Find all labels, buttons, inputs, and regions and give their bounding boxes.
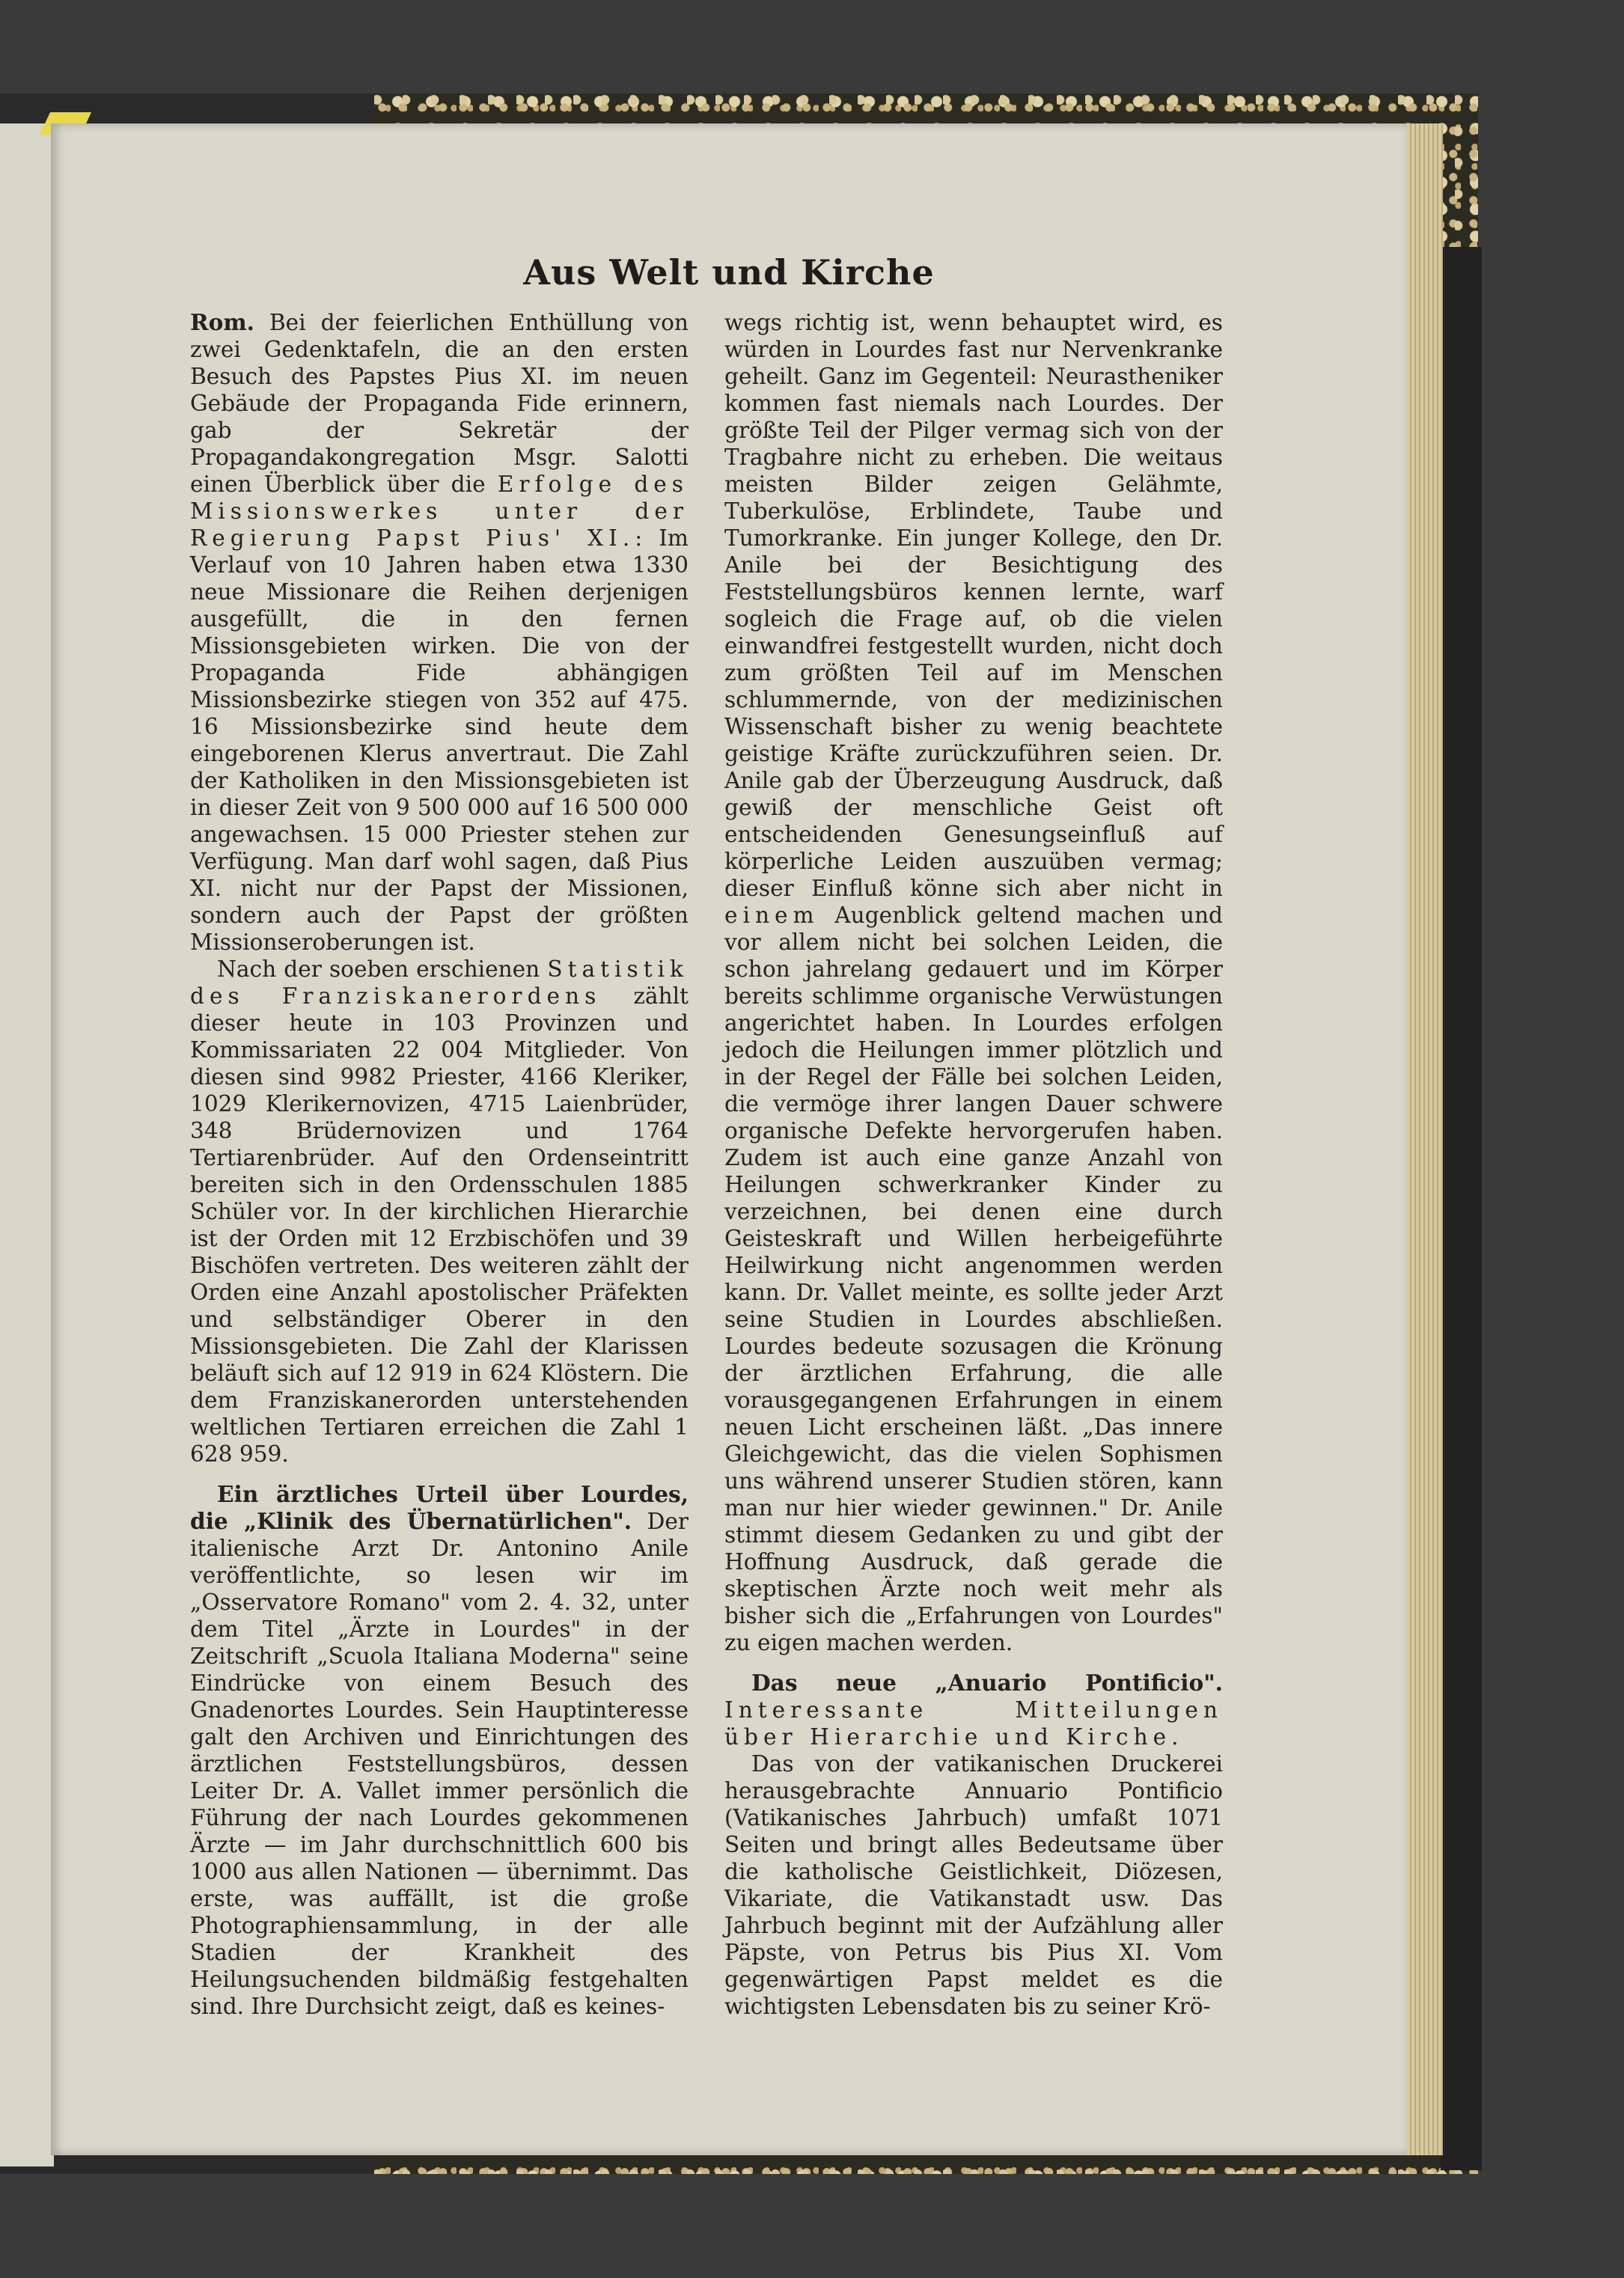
- news-item-franciscans: [190, 956, 689, 1468]
- item-lead: Das neue „Anuario Pontificio".: [751, 1670, 1223, 1696]
- page-stack-edge: [1407, 123, 1443, 2155]
- spaced-emphasis: Statistik des Franziskanerordens: [190, 956, 689, 1009]
- news-item-rome: [190, 309, 689, 956]
- section-heading: Aus Welt und Kirche: [523, 252, 935, 293]
- facing-page-edge: [0, 123, 54, 2166]
- item-text: Bei der feierlichen Enthüllung von zwei Gedenktafeln, die an den ersten Besuch des Papstes Pius XI. im neuen Gebäude der Propaganda Fide erinnern, gab der Sekretär der Propagandakongregation Msgr. Salotti einen Überblick über die: [190, 310, 689, 497]
- item-lead: Ein ärztliches Urteil über Lourdes, die „Klinik des Übernatürlichen".: [190, 1481, 689, 1534]
- news-item-lourdes-continued: [724, 309, 1223, 1656]
- item-text: Das von der vatikanischen Druckerei herausgebrachte Annuario Pontificio (Vatikanisches Jahrbuch) umfaßt 1071 Seiten und bringt alles Bedeutsame über die katholische Geistlichkeit, Diözesen, Vikariate, die Vatikanstadt usw. Das Jahrbuch beginnt mit der Aufzählung aller Päpste, von Petrus bis Pius XI. Vom gegenwärtigen Papst meldet es die wichtigsten Lebensdaten bis zu seiner Krö-: [724, 1751, 1223, 2019]
- book-page: [51, 123, 1407, 2155]
- news-item-annuario-heading: [724, 1670, 1223, 1750]
- item-text: zählt dieser heute in 103 Provinzen und Kommissariaten 22 004 Mitglieder. Von diesen sind 9982 Priester, 4166 Kleriker, 1029 Klerikernovizen, 4715 Laienbrüder, 348 Brüdernovizen und 1764 Tertiarenbrüder. Auf den Ordenseintritt bereiten sich in den Ordensschulen 1885 Schüler vor. In der kirchlichen Hierarchie ist der Orden mit 12 Erzbischöfen und 39 Bischöfen vertreten. Des weiteren zählt der Orden eine Anzahl apostolischer Präfekten und selbständiger Oberer in den Missionsgebieten. Die Zahl der Klarissen beläuft sich auf 12 919 in 624 Klöstern. Die dem Franziskanerorden unterstehenden weltlichen Tertiaren erreichen die Zahl 1 628 959.: [190, 983, 689, 1467]
- news-item-lourdes: [190, 1481, 689, 2020]
- item-text: Augenblick geltend machen und vor allem nicht bei solchen Leiden, die schon jahrelang gedauert und im Körper bereits schlimme organische Verwüstungen angerichtet haben. In Lourdes erfolgen jedoch die Heilungen immer plötzlich und in der Regel der Fälle bei solchen Leiden, die vermöge ihrer langen Dauer schwere organische Defekte hervorgerufen haben. Zudem ist auch eine ganze Anzahl von Heilungen schwerkranker Kinder zu verzeichnen, bei denen eine durch Geisteskraft und Willen herbeigeführte Heilwirkung nicht angenommen werden kann. Dr. Vallet meinte, es sollte jeder Arzt seine Studien in Lourdes abschließen. Lourdes bedeute sozusagen die Krönung der ärztlichen Erfahrung, die alle vorausgegangenen Erfahrungen in einem neuen Licht erscheinen läßt. „Das innere Gleichgewicht, das die vielen Sophismen uns während unserer Studien stören, kann man nur hier wieder gewinnen." Dr. Anile stimmt diesem Gedanken zu und gibt der Hoffnung Ausdruck, daß gerade die skeptischen Ärzte noch weit mehr als bisher sich die „Erfahrungen von Lourdes" zu eigen machen werden.: [724, 903, 1223, 1655]
- left-column: [190, 309, 689, 2020]
- spaced-emphasis: einem: [724, 903, 819, 928]
- item-text: Der italienische Arzt Dr. Antonino Anile veröffentlichte, so lesen wir im „Osservatore Romano" vom 2. 4. 32, unter dem Titel „Ärzte in Lourdes" in der Zeitschrift „Scuola Italiana Moderna" seine Eindrücke von einem Besuch des Gnadenortes Lourdes. Sein Hauptinteresse galt den Archiven und Einrichtungen des ärztlichen Feststellungsbüros, dessen Leiter Dr. A. Vallet immer persönlich die Führung der nach Lourdes gekommenen Ärzte — im Jahr durchschnittlich 600 bis 1000 aus allen Nationen — übernimmt. Das erste, was auffällt, ist die große Photographiensammlung, in der alle Stadien der Krankheit des Heilungsuchenden bildmäßig festgehalten sind. Ihre Durchsicht zeigt, daß es keines-: [190, 1509, 689, 2019]
- right-column: [724, 309, 1223, 2020]
- book-spine: [1441, 247, 1482, 2170]
- item-text: wegs richtig ist, wenn behauptet wird, es würden in Lourdes fast nur Nervenkranke geheilt. Ganz im Gegenteil: Neurastheniker kommen fast niemals nach Lourdes. Der größte Teil der Pilger vermag sich von der Tragbahre nicht zu erheben. Die weitaus meisten Bilder zeigen Gelähmte, Tuberkulöse, Erblindete, Taube und Tumorkranke. Ein junger Kollege, den Dr. Anile bei der Besichtigung des Feststellungsbüros kennen lernte, warf sogleich die Frage auf, ob die vielen einwandfrei festgestellt wurden, nicht doch zum größten Teil auf im Menschen schlummernde, von der medizinischen Wissenschaft bisher zu wenig beachtete geistige Kräfte zurückzuführen seien. Dr. Anile gab der Überzeugung Ausdruck, daß gewiß der menschliche Geist oft entscheidenden Genesungseinfluß auf körperliche Leiden auszuüben vermag; dieser Einfluß könne sich aber nicht in: [724, 310, 1223, 901]
- spaced-emphasis: Erfolge des Missionswerkes unter der Regierung Papst Pius' XI.: [190, 471, 689, 551]
- item-text: : Im Verlauf von 10 Jahren haben etwa 1330 neue Missionare die Reihen derjenigen ausgefüllt, die in den fernen Missionsgebieten wirken. Die von der Propaganda Fide abhängigen Missionsbezirke stiegen von 352 auf 475. 16 Missionsbezirke sind heute dem eingeborenen Klerus anvertraut. Die Zahl der Katholiken in den Missionsgebieten ist in dieser Zeit von 9 500 000 auf 16 500 000 angewachsen. 15 000 Priester stehen zur Verfügung. Man darf wohl sagen, daß Pius XI. nicht nur der Papst der Missionen, sondern auch der Papst der größten Missionseroberungen ist.: [190, 525, 689, 955]
- spaced-emphasis: Interessante Mitteilungen über Hierarchie und Kirche.: [724, 1697, 1223, 1750]
- item-lead: Rom.: [190, 309, 254, 335]
- news-item-annuario: [724, 1750, 1223, 2020]
- item-text: Nach der soeben erschienen: [217, 956, 548, 982]
